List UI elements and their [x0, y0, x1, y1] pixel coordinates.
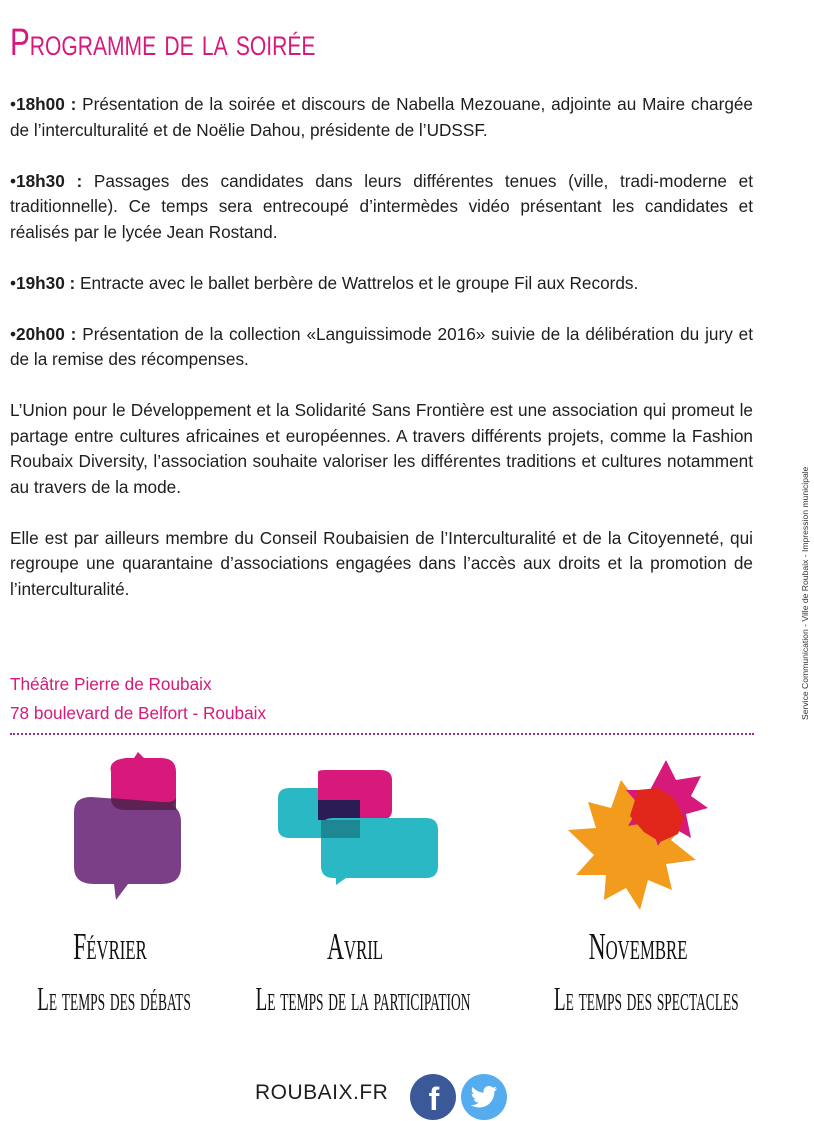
venue-address: 78 boulevard de Belfort - Roubaix — [10, 703, 267, 723]
venue-name: Théâtre Pierre de Roubaix — [10, 674, 212, 694]
month-february: Février — [73, 926, 147, 968]
body-text — [10, 92, 753, 628]
twitter-icon[interactable] — [461, 1074, 507, 1120]
page-title: Programme de la soirée — [10, 22, 316, 64]
program-time: 18h30 : — [16, 170, 83, 191]
subtitle-participation: Le temps de la participation — [255, 981, 471, 1018]
program-time: 20h00 : — [16, 323, 77, 344]
dotted-divider — [10, 733, 754, 735]
subtitle-debates: Le temps des débats — [37, 981, 191, 1018]
speech-bubbles-teal-icon — [276, 770, 441, 885]
website-link[interactable]: ROUBAIX.FR — [255, 1081, 389, 1104]
program-time: 18h00 : — [16, 94, 77, 114]
program-item: •18h30 : Passages des candidates dans leurs différentes tenues (ville, tradi-moderne et traditionnelle). Ce temps sera entrecoupé d’intermèdes vidéo présentant les candidates et réalisés par le lycée Jean Rostand. — [10, 170, 753, 242]
program-desc: Passages des candidates dans leurs différentes tenues (ville, tradi-moderne et traditionnelle). Ce temps sera entrecoupé d’intermèdes vidéo présentant les candidates et réalisés par le lycée Jean Rostand. — [10, 170, 753, 242]
program-desc: Entracte avec le ballet berbère de Wattrelos et le groupe Fil aux Records. — [80, 272, 639, 293]
month-april: Avril — [326, 926, 384, 968]
subtitle-spectacles: Le temps des spectacles — [554, 981, 739, 1018]
program-item: •18h00 : Présentation de la soirée et discours de Nabella Mezouane, adjointe au Maire chargée de l’interculturalité et de Noëlie Dahou, présidente de l’UDSSF. — [10, 94, 753, 140]
membership-paragraph: Elle est par ailleurs membre du Conseil Roubaisien de l’Interculturalité et de la Citoyenneté, qui regroupe une quarantaine d’associations engagées dans l’accès aux droits et la promotion de l’interculturalité. — [10, 527, 753, 599]
starburst-icon — [566, 760, 711, 915]
facebook-glyph: f — [428, 1081, 440, 1117]
program-item: •20h00 : Présentation de la collection «Languissimode 2016» suivie de la délibération du jury et de la remise des récompenses. — [10, 323, 754, 369]
speech-bubbles-purple-icon — [66, 752, 186, 912]
program-desc: Présentation de la collection «Languissimode 2016» suivie de la délibération du jury et de la remise des récompenses. — [10, 323, 754, 369]
association-paragraph: L’Union pour le Développement et la Solidarité Sans Frontière est une association qui promeut le partage entre cultures africaines et européennes. A travers différents projets, comme la Fashion Roubaix Diversity, l’association souhaite valoriser les différentes traditions et cultures notamment au travers de la mode. — [10, 400, 753, 497]
program-desc: Présentation de la soirée et discours de Nabella Mezouane, adjointe au Maire chargée de l’interculturalité et de Noëlie Dahou, présidente de l’UDSSF. — [10, 94, 753, 140]
venue — [10, 670, 266, 728]
program-time: 19h30 : — [16, 272, 76, 293]
program-item: •19h30 : Entracte avec le ballet berbère de Wattrelos et le groupe Fil aux Records. — [10, 272, 639, 293]
month-november: Novembre — [588, 926, 688, 968]
facebook-icon[interactable] — [410, 1074, 456, 1120]
side-credit: Service Communication - Ville de Roubaix - Impression municipale — [800, 466, 810, 720]
